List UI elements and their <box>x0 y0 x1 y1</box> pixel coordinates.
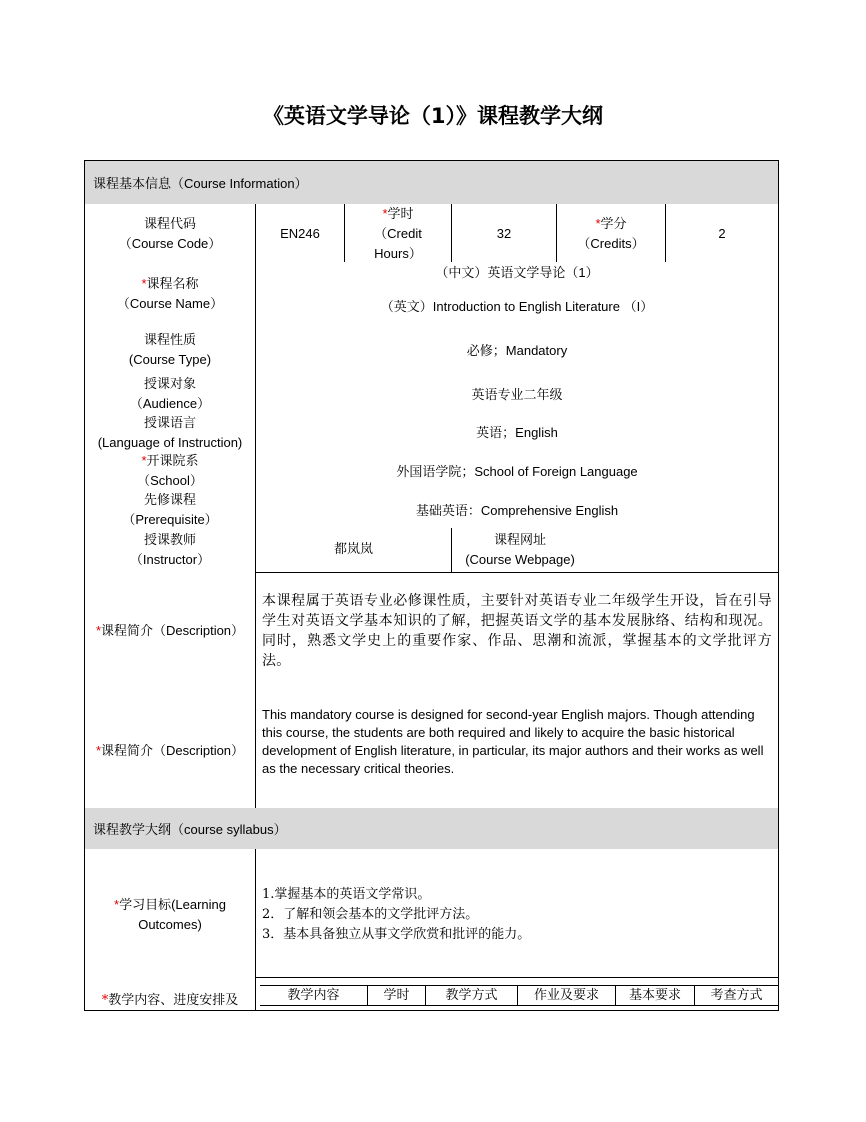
school-value: 外国语学院；School of Foreign Language <box>396 464 638 479</box>
audience-value: 英语专业二年级 <box>471 387 563 402</box>
section-course-syllabus: 课程教学大纲（course syllabus） <box>85 808 778 849</box>
course-name-zh: （中文）英语文学导论（1） <box>435 265 599 280</box>
language-value: 英语；English <box>476 425 558 440</box>
credits-value: 2 <box>718 226 726 241</box>
course-name-en: （英文）Introduction to English Literature （I） <box>380 299 654 314</box>
description-en-text: This mandatory course is designed for second-year English majors. Though attending this course, the students are both required and likely to acquire the basic historical development of English literature, in particular, its major authors and their works as well as the necessary critical theories. <box>262 707 764 776</box>
column-divider <box>255 849 256 1010</box>
schedule-header-content: 教学内容 <box>260 986 368 1005</box>
course-name-label: *课程名称 （Course Name） <box>116 276 224 311</box>
outcome-item: 3．基本具备独立从事文学欣赏和批评的能力。 <box>262 927 531 942</box>
row-divider <box>255 977 778 978</box>
school-label: *开课院系 （School） <box>137 453 203 488</box>
course-code-value: EN246 <box>280 226 320 241</box>
prerequisite-label: 先修课程 （Prerequisite） <box>122 492 218 527</box>
schedule-header-assessment: 考查方式 <box>710 988 763 1003</box>
instructor-label: 授课教师 （Instructor） <box>129 532 211 567</box>
instructor-value: 都岚岚 <box>333 541 373 556</box>
credit-hours-value: 32 <box>496 226 512 241</box>
page-title: 《英语文学导论（1）》课程教学大纲 <box>262 104 604 128</box>
schedule-header-row <box>260 985 778 1006</box>
learning-outcomes-list <box>262 885 530 945</box>
schedule-header-homework: 作业及要求 <box>518 986 616 1005</box>
course-code-label: 课程代码 （Course Code） <box>118 216 222 251</box>
schedule-header-method: 教学方式 <box>426 986 518 1005</box>
description-zh-label: *课程简介（Description） <box>95 623 245 638</box>
schedule-label: *教学内容、进度安排及 <box>101 993 239 1008</box>
section-course-information: 课程基本信息（Course Information） <box>85 161 778 204</box>
audience-label: 授课对象 （Audience） <box>129 376 211 411</box>
description-zh-text: 本课程属于英语专业必修课性质，主要针对英语专业二年级学生开设，旨在引导学生对英语文学基本知识的了解，把握英语文学的基本发展脉络、结构和现况。同时，熟悉文学史上的重要作家、作品、思潮和流派，掌握基本的文学批评方法。 <box>262 593 772 669</box>
credit-hours-label: *学时 （Credit Hours） <box>374 206 422 261</box>
row-divider <box>255 572 778 573</box>
description-en-label: *课程简介（Description） <box>95 743 245 758</box>
outcome-item: 1.掌握基本的英语文学常识。 <box>262 887 431 902</box>
course-type-label: 课程性质 (Course Type) <box>128 332 212 367</box>
course-type-value: 必修；Mandatory <box>466 343 568 358</box>
schedule-header-requirements: 基本要求 <box>616 986 695 1005</box>
prerequisite-value: 基础英语：Comprehensive English <box>415 503 619 518</box>
language-label: 授课语言 (Language of Instruction) <box>97 415 243 450</box>
learning-outcomes-label: *学习目标(Learning Outcomes) <box>114 897 226 932</box>
schedule-header-hours: 学时 <box>368 986 426 1005</box>
credits-label: *学分 （Credits） <box>577 216 645 251</box>
course-webpage-label: 课程网址 (Course Webpage) <box>465 532 575 567</box>
outcome-item: 2．了解和领会基本的文学批评方法。 <box>262 907 479 922</box>
